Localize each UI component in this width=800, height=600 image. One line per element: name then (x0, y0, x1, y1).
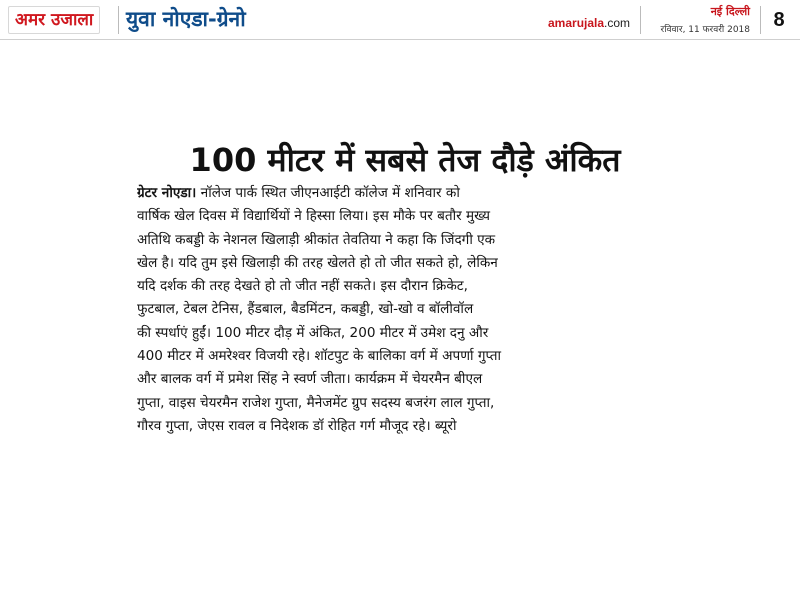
article-line: 400 मीटर में अमरेश्वर विजयी रहे। शॉटपुट के बालिका वर्ग में अपर्णा गुप्ता (137, 348, 501, 365)
header-divider (118, 6, 119, 34)
article-line: यदि दर्शक की तरह देखते हो तो जीत नहीं सकते। इस दौरान क्रिकेट, (137, 278, 468, 295)
article-line: गुप्ता, वाइस चेयरमैन राजेश गुप्ता, मैनेजमेंट ग्रुप सदस्य बजरंग लाल गुप्ता, (137, 394, 495, 411)
edition-title: युवा नोएडा-ग्रेनो (126, 7, 246, 31)
header-divider (760, 6, 761, 34)
header-divider (640, 6, 641, 34)
article-body (135, 182, 675, 438)
article-dateline: ग्रेटर नोएडा। (137, 185, 197, 201)
article-line: की स्पर्धाएं हुईं। 100 मीटर दौड़ में अंकित, 200 मीटर में उमेश दनु और (137, 324, 489, 341)
website-label (548, 15, 630, 31)
article-line: वार्षिक खेल दिवस में विद्यार्थियों ने हिस्सा लिया। इस मौके पर बतौर मुख्य (137, 208, 490, 225)
article-clipping (135, 138, 675, 464)
article-line: अतिथि कबड्डी के नेशनल खिलाड़ी श्रीकांत तेवतिया ने कहा कि जिंदगी एक (137, 231, 496, 248)
article-line: गौरव गुप्ता, जेएस रावल व निदेशक डॉ रोहित गर्ग मौजूद रहे। ब्यूरो (137, 417, 457, 434)
page-number: 8 (773, 9, 785, 31)
website-brand: amarujala (548, 16, 605, 30)
edition-city: नई दिल्ली (710, 5, 750, 18)
edition-date: रविवार, 11 फरवरी 2018 (660, 25, 750, 35)
article-line (137, 182, 671, 205)
newspaper-logo: अमर उजाला (8, 6, 100, 34)
page-header (0, 0, 800, 40)
article-line: और बालक वर्ग में प्रमेश सिंह ने स्वर्ण जीता। कार्यक्रम में चेयरमैन बीएल (137, 371, 483, 388)
website-domain: .com (604, 16, 631, 30)
article-line: खेल है। यदि तुम इसे खिलाड़ी की तरह खेलते हो तो जीत सकते हो, लेकिन (137, 254, 498, 271)
article-headline: 100 मीटर में सबसे तेज दौड़े अंकित (189, 141, 621, 179)
article-line-text: नॉलेज पार्क स्थित जीएनआईटी कॉलेज में शनिवार को (196, 185, 460, 201)
article-line: फुटबाल, टेबल टेनिस, हैंडबाल, बैडमिंटन, कबड्डी, खो-खो व बॉलीवॉल (137, 301, 474, 318)
